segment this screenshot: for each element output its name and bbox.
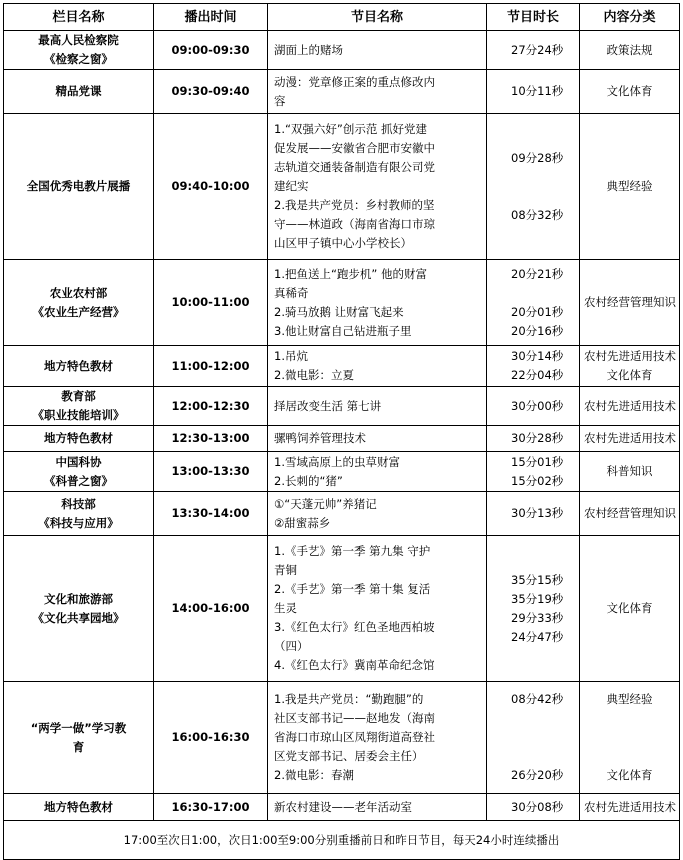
duration-cell (487, 387, 580, 426)
duration-cell-line: 35分15秒 (511, 572, 564, 587)
column-name-cell-line: 地方特色教材 (44, 799, 113, 814)
category-cell-line: 农村经营管理知识 (584, 506, 676, 520)
column-name-cell-line: 《职业技能培训》 (32, 408, 125, 422)
program-name-cell-line: 1.“双强六好”创示范 抓好党建 (274, 122, 428, 136)
duration-cell-line: 09分28秒 (511, 150, 564, 165)
program-name-cell (268, 452, 487, 492)
category-cell (580, 31, 680, 70)
category-cell-line: 科普知识 (606, 464, 653, 478)
program-name-cell-line: 省海口市琼山区凤翔街道高登社 (274, 730, 435, 744)
table-row (4, 260, 680, 346)
category-cell (580, 346, 680, 387)
table-row (4, 426, 680, 452)
duration-cell-line: 30分00秒 (511, 398, 564, 413)
header-column-name: 栏目名称 (4, 4, 154, 31)
blank-line (511, 709, 575, 728)
header-program-name: 节目名称 (268, 4, 487, 31)
duration-cell (487, 70, 580, 114)
duration-cell-line: 22分04秒 (511, 368, 564, 382)
category-cell-line: 农村先进适用技术 (584, 799, 676, 814)
duration-cell-line: 27分24秒 (511, 42, 564, 57)
duration-cell (487, 492, 580, 536)
column-name-cell (4, 426, 154, 452)
duration-cell-line: 30分14秒 (511, 349, 564, 363)
category-cell (580, 682, 680, 794)
category-cell (580, 794, 680, 821)
column-name-cell-line: 最高人民检察院 (38, 33, 119, 47)
duration-cell (487, 426, 580, 452)
program-name-cell (268, 260, 487, 346)
column-name-cell (4, 492, 154, 536)
program-name-cell-line: 2.长刺的“猪” (274, 473, 343, 488)
broadcast-time-cell: 14:00-16:00 (154, 536, 268, 682)
duration-cell-line: 26分20秒 (511, 768, 564, 782)
program-name-cell-line: 1.雪域高原上的虫草财富 (274, 454, 400, 469)
table-row (4, 387, 680, 426)
program-name-cell-line: 2.骑马放鹅 让财富飞起来 (274, 304, 404, 319)
column-name-cell-line: 精品党课 (55, 84, 102, 98)
duration-cell (487, 260, 580, 346)
column-name-cell (4, 536, 154, 682)
program-name-cell-line: 区党支部书记、居委会主任） (274, 749, 424, 763)
column-name-cell-line: 农业农村部 (49, 285, 108, 300)
category-cell-line: 农村经营管理知识 (584, 295, 676, 309)
category-cell-line: 文化体育 (606, 84, 653, 98)
duration-cell-line: 20分16秒 (511, 323, 564, 338)
program-name-cell-line: 择居改变生活 第七讲 (274, 398, 382, 413)
program-name-cell-line: 1.我是共产党员：“勤跑腿”的 (274, 692, 424, 706)
duration-cell (487, 114, 580, 260)
category-cell (580, 492, 680, 536)
column-name-cell-line: 教育部 (61, 389, 96, 403)
blank-line (511, 284, 575, 303)
broadcast-time-cell: 13:30-14:00 (154, 492, 268, 536)
program-name-cell-line: 4.《红色太行》冀南革命纪念馆 (274, 658, 435, 672)
broadcast-time-cell: 12:30-13:00 (154, 426, 268, 452)
column-name-cell (4, 114, 154, 260)
program-name-cell (268, 70, 487, 114)
program-name-cell-line: 山区甲子镇中心小学校长） (274, 236, 412, 250)
category-cell-line: 农村先进适用技术 (584, 431, 676, 445)
duration-cell (487, 452, 580, 492)
program-name-cell (268, 426, 487, 452)
broadcast-time-cell: 13:00-13:30 (154, 452, 268, 492)
broadcast-time-cell: 09:30-09:40 (154, 70, 268, 114)
duration-cell-line: 30分13秒 (511, 506, 564, 520)
category-cell-line: 典型经验 (606, 179, 653, 193)
program-name-cell (268, 31, 487, 70)
program-name-cell-line: （四） (274, 639, 309, 653)
duration-cell-line: 08分32秒 (511, 207, 564, 222)
column-name-cell (4, 346, 154, 387)
program-name-cell-line: 志轨道交通装备制造有限公司党 (274, 160, 435, 174)
program-name-cell-line: 促发展——安徽省合肥市安徽中 (274, 141, 435, 155)
category-cell (580, 426, 680, 452)
duration-cell-line: 20分01秒 (511, 304, 564, 319)
header-duration: 节目时长 (487, 4, 580, 31)
duration-cell-line: 35分19秒 (511, 591, 564, 606)
schedule-wrapper (3, 3, 680, 860)
program-name-cell (268, 387, 487, 426)
program-name-cell-line: 真稀奇 (274, 285, 309, 300)
program-name-cell-line: 青铜 (274, 563, 297, 577)
column-name-cell-line: 育 (72, 739, 85, 754)
table-row (4, 492, 680, 536)
column-name-cell-line: “两学一做”学习教 (30, 720, 127, 735)
program-name-cell (268, 492, 487, 536)
column-name-cell-line: 地方特色教材 (44, 431, 113, 445)
duration-cell (487, 682, 580, 794)
duration-cell (487, 794, 580, 821)
blank-line (511, 728, 575, 747)
table-row (4, 70, 680, 114)
column-name-cell (4, 70, 154, 114)
program-name-cell-line: 3.他让财富自己钻进瓶子里 (274, 323, 412, 338)
program-name-cell-line: 新农村建设——老年活动室 (274, 799, 412, 814)
category-cell-line: 农村先进适用技术 (584, 349, 676, 363)
column-name-cell-line: 《文化共享园地》 (32, 610, 125, 625)
column-name-cell-line: 《科普之窗》 (44, 473, 113, 488)
program-name-cell-line: 生灵 (274, 601, 297, 615)
footer-row (4, 821, 680, 860)
column-name-cell-line: 《农业生产经营》 (32, 304, 125, 319)
broadcast-time-cell: 11:00-12:00 (154, 346, 268, 387)
program-name-cell-line: ②甜蜜蒜乡 (274, 515, 331, 530)
blank-line (511, 187, 575, 206)
table-row (4, 536, 680, 682)
column-name-cell-line: 《检察之窗》 (44, 52, 113, 66)
program-name-cell-line: ①“天蓬元帅”养猪记 (274, 496, 377, 511)
column-name-cell (4, 260, 154, 346)
table-row (4, 794, 680, 821)
duration-cell-line: 10分11秒 (511, 84, 564, 98)
rebroadcast-note: 17:00至次日1:00，次日1:00至9:00分别重播前日和昨日节目，每天24小时连续播出 (4, 821, 680, 860)
category-cell (580, 70, 680, 114)
column-name-cell-line: 中国科协 (55, 454, 102, 469)
program-name-cell-line: 1.《手艺》第一季 第九集 守护 (274, 544, 431, 558)
column-name-cell (4, 31, 154, 70)
duration-cell (487, 31, 580, 70)
column-name-cell-line: 地方特色教材 (44, 358, 113, 373)
program-name-cell-line: 1.吊炕 (274, 349, 308, 363)
category-cell-line: 文化体育 (606, 768, 653, 782)
category-cell-line: 典型经验 (606, 692, 653, 706)
blank-line (584, 728, 675, 747)
blank-line (584, 709, 675, 728)
category-cell (580, 387, 680, 426)
duration-cell-line: 24分47秒 (511, 629, 564, 644)
broadcast-time-cell: 12:00-12:30 (154, 387, 268, 426)
category-cell (580, 114, 680, 260)
blank-line (584, 747, 675, 766)
duration-cell-line: 20分21秒 (511, 266, 564, 281)
table-row (4, 31, 680, 70)
table-row (4, 114, 680, 260)
category-cell-line: 政策法规 (606, 42, 653, 57)
blank-line (511, 168, 575, 187)
duration-cell-line: 30分08秒 (511, 799, 564, 814)
broadcast-schedule-table (3, 3, 680, 860)
broadcast-time-cell: 09:40-10:00 (154, 114, 268, 260)
program-name-cell (268, 536, 487, 682)
program-name-cell-line: 2.我是共产党员：乡村教师的坚 (274, 198, 435, 212)
blank-line (511, 747, 575, 766)
program-name-cell-line: 社区支部书记——赵地发（海南 (274, 711, 435, 725)
program-name-cell (268, 114, 487, 260)
program-name-cell-line: 2.微电影：春潮 (274, 768, 354, 782)
category-cell-line: 农村先进适用技术 (584, 398, 676, 413)
program-name-cell (268, 682, 487, 794)
category-cell (580, 260, 680, 346)
table-row (4, 682, 680, 794)
broadcast-time-cell: 09:00-09:30 (154, 31, 268, 70)
column-name-cell-line: 文化和旅游部 (44, 591, 113, 606)
column-name-cell (4, 794, 154, 821)
header-category: 内容分类 (580, 4, 680, 31)
category-cell (580, 536, 680, 682)
broadcast-time-cell: 10:00-11:00 (154, 260, 268, 346)
program-name-cell-line: 动漫：党章修正案的重点修改内 (274, 74, 435, 89)
category-cell-line: 文化体育 (606, 368, 653, 382)
category-cell-line: 文化体育 (606, 601, 653, 615)
header-broadcast-time: 播出时间 (154, 4, 268, 31)
column-name-cell-line: 科技部 (61, 496, 96, 511)
program-name-cell-line: 建纪实 (274, 179, 309, 193)
duration-cell-line: 15分02秒 (511, 473, 564, 488)
duration-cell-line: 30分28秒 (511, 431, 564, 445)
program-name-cell (268, 346, 487, 387)
table-row (4, 452, 680, 492)
program-name-cell-line: 湖面上的赌场 (274, 42, 343, 57)
program-name-cell-line: 2.微电影：立夏 (274, 368, 354, 382)
program-name-cell (268, 794, 487, 821)
column-name-cell-line: 《科技与应用》 (38, 515, 119, 530)
column-name-cell (4, 452, 154, 492)
column-name-cell (4, 682, 154, 794)
duration-cell-line: 08分42秒 (511, 692, 564, 706)
duration-cell-line: 29分33秒 (511, 610, 564, 625)
header-row (4, 4, 680, 31)
column-name-cell-line: 全国优秀电教片展播 (26, 179, 131, 193)
program-name-cell-line: 守——林道政（海南省海口市琼 (274, 217, 435, 231)
broadcast-time-cell: 16:00-16:30 (154, 682, 268, 794)
duration-cell (487, 536, 580, 682)
duration-cell-line: 15分01秒 (511, 454, 564, 469)
program-name-cell-line: 2.《手艺》第一季 第十集 复活 (274, 582, 431, 596)
program-name-cell-line: 1.把鱼送上“跑步机” 他的财富 (274, 266, 428, 281)
program-name-cell-line: 容 (274, 93, 286, 108)
table-row (4, 346, 680, 387)
column-name-cell (4, 387, 154, 426)
broadcast-time-cell: 16:30-17:00 (154, 794, 268, 821)
category-cell (580, 452, 680, 492)
program-name-cell-line: 骡鸭饲养管理技术 (274, 431, 366, 445)
program-name-cell-line: 3.《红色太行》红色圣地西柏坡 (274, 620, 435, 634)
duration-cell (487, 346, 580, 387)
